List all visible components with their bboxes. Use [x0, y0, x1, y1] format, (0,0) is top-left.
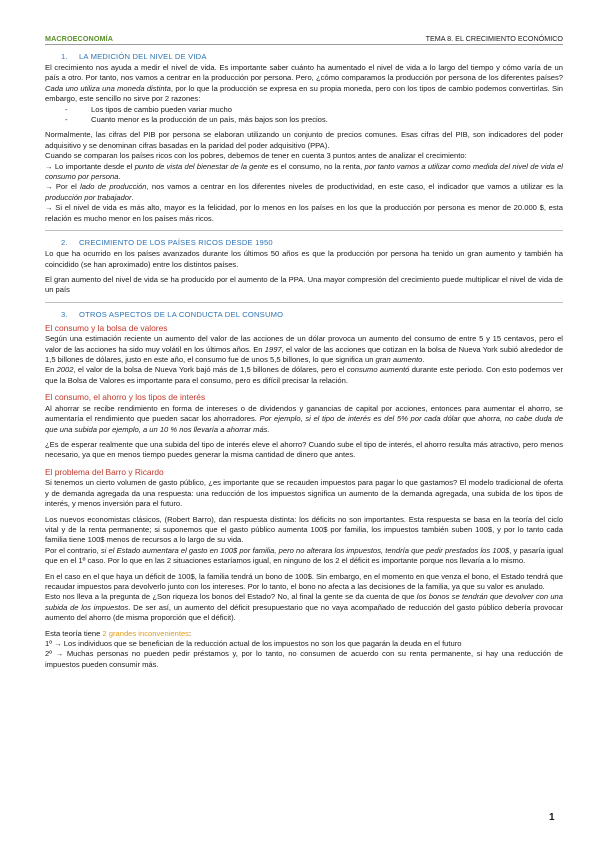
header-subject: MACROECONOMÍA	[45, 34, 113, 43]
s2-paragraph-2: El gran aumento del nivel de vida se ha producido por el aumento de la PPA. Una mayor compresión del crecimiento puede multiplicar el nivel de vida de un país	[45, 274, 563, 295]
s1-arrow-point-2: → Por el lado de producción, nos vamos a centrar en los diferentes niveles de productividad, en este caso, el indicador que vamos a utilizar es la producción por trabajador.	[45, 182, 563, 202]
s2-paragraph-1: Lo que ha ocurrido en los países avanzados durante los últimos 50 años es que la producción por persona ha tenido un gran aumento y también ha coincidido (se han aproximado) entre los distintos países.	[45, 249, 563, 269]
s1-paragraph-2: Normalmente, las cifras del PIB por persona se elaboran utilizando un conjunto de precios comunes. Esas cifras del PIB, son indicadores del poder adquisitivo y se denominan cifras basadas en la paridad del poder adquisitivo (PPA).	[45, 130, 563, 150]
section-1-heading	[45, 52, 563, 62]
s3-barro-paragraph-4: En el caso en el que haya un déficit de 100$, la familia tendrá un bono de 100$. Sin embargo, en el momento en que venza el bono, el Estado tendrá que recaudar impuestos para devolverlo junto con los intereses. Por lo tanto, el bono no afecta a las decisiones de la familia, ya que su valor es anulado.	[45, 571, 563, 591]
section-divider	[45, 230, 563, 231]
s3-barro-paragraph-2: Los nuevos economistas clásicos, (Robert Barro), dan respuesta distinta: los déficits no son importantes. Esta respuesta se basa en la teoría del ciclo vital y de la renta permanente; si suponemos que el gasto público aumenta 100$ por familia, los impuestos también suben 100$, y por lo tanto cada familia tiene 100$ menos de recursos a lo largo de su vida.	[45, 514, 563, 545]
document-page	[45, 34, 563, 670]
section-divider	[45, 302, 563, 303]
section-3-title: OTROS ASPECTOS DE LA CONDUCTA DEL CONSUMO	[79, 309, 284, 319]
subheading-barro-ricardo: El problema del Barro y Ricardo	[45, 466, 164, 477]
section-1-number: 1.	[61, 52, 68, 61]
subheading-stock-market: El consumo y la bolsa de valores	[45, 322, 168, 333]
header-topic: TEMA 8. EL CRECIMIENTO ECONÓMICO	[425, 34, 563, 43]
s3-drawbacks-intro: Esta teoría tiene 2 grandes inconvenientes:	[45, 628, 192, 638]
section-2-heading	[45, 238, 563, 248]
s3-stock-paragraph-1: Según una estimación reciente un aumento del valor de las acciones de un dólar provoca un aumento del consumo de entre 5 y 15 centavos, pero el valor de las acciones ha sido muy volátil en los últimos años. En 1997, el valor de las acciones que cotizan en la bolsa de Nueva York subió alrededor de 1,5 billones de dólares, justo en este año, el consumo fue de unos 5,5 billones, lo que significa un gran aumento.	[45, 334, 563, 365]
list-item: - Cuanto menor es la producción de un país, más bajos son los precios.	[91, 115, 563, 125]
s3-barro-paragraph-1: Si tenemos un cierto volumen de gasto público, ¿es importante que se recauden impuestos para pagar lo que gastamos? El modelo tradicional de oferta y de demanda agregada da una respuesta: una reducción de los impuestos significa un aumento de la demanda agregada, una subida de los tipos de interés, y menos inversión para el futuro.	[45, 478, 563, 509]
section-2-title: CRECIMIENTO DE LOS PAÍSES RICOS DESDE 1950	[79, 238, 273, 248]
list-item: - Los tipos de cambio pueden variar mucho	[91, 105, 563, 115]
section-3-number: 3.	[61, 309, 68, 319]
s1-arrow-point-1: → Lo importante desde el punto de vista del bienestar de la gente es el consumo, no la renta, por tanto vamos a utilizar como medida del nivel de vida el consumo por persona.	[45, 161, 563, 182]
header-rule	[45, 44, 563, 45]
s3-drawback-1: 1º → Los individuos que se benefician de la reducción actual de los impuestos no son los que pagarán la deuda en el futuro	[45, 638, 462, 648]
s1-paragraph-3: Cuando se comparan los países ricos con los pobres, debemos de tener en cuenta 3 puntos antes de analizar el crecimiento:	[45, 151, 467, 161]
s1-paragraph-1: El crecimiento nos ayuda a medir el nivel de vida. Es importante saber cuánto ha aumentado el nivel de vida a lo largo del tiempo y cómo varía de un país a otro. Por tanto, nos vamos a centrar en la producción por persona. Pero, ¿cómo comparamos la producción por persona de los diferentes países? Cada uno utiliza una moneda distinta, por lo que la producción se expresa en su propia moneda, pero con los tipos de cambio podemos convertirlas. Sin embargo, este sencillo no sirve por 2 razones:	[45, 63, 563, 104]
section-1-title: LA MEDICIÓN DEL NIVEL DE VIDA	[79, 52, 207, 61]
subheading-savings-interest: El consumo, el ahorro y los tipos de interés	[45, 392, 206, 403]
s3-barro-paragraph-5: Esto nos lleva a la pregunta de ¿Son riqueza los bonos del Estado? No, al final la gente se da cuenta de que los bonos se tendrán que devolver con una subida de los impuestos. De ser así, un aumento del déficit presupuestario que no vaya acompañado de reducción del gasto público debería provocar aumento del ahorro (de misma proporción que el déficit).	[45, 592, 563, 623]
section-2-number: 2.	[61, 238, 68, 248]
s3-savings-paragraph-2: ¿Es de esperar realmente que una subida del tipo de interés eleve el ahorro? Cuando sube el tipo de interés, el ahorro resulta más atractivo, pero menos necesario, ya que en menos tiempo puedes generar la misma cantidad de dinero que antes.	[45, 439, 563, 460]
page-header	[45, 34, 563, 43]
section-3-heading	[45, 310, 563, 320]
s3-stock-paragraph-2: En 2002, el valor de la bolsa de Nueva York bajó más de 1,5 billones de dólares, pero el consumo aumentó durante este periodo. Con esto podemos ver que la Bolsa de Valores es importante para el consumo, pero es difícil precisar la relación.	[45, 365, 563, 385]
s3-drawback-2: 2º → Muchas personas no pueden pedir préstamos y, por lo tanto, no consumen de acuerdo con su renta permanente, si hay una reducción de impuestos pueden consumir más.	[45, 649, 563, 669]
s1-bullet-list	[45, 105, 563, 126]
page-number: 1	[549, 812, 555, 823]
s3-barro-paragraph-3: Por el contrario, si el Estado aumentara el gasto en 100$ por familia, pero no alterara los impuestos, tendría que pedir prestados los 100$, y pasaría igual que en el 1º caso. Por lo que en las 2 situaciones estaríamos igual, en ninguno de los 2 el déficit es importante porque nos llevaría a lo mismo.	[45, 545, 564, 566]
s3-savings-paragraph-1: Al ahorrar se recibe rendimiento en forma de intereses o de dividendos y ganancias de capital por acciones, entonces para aumentar el ahorro, se aumentaría el rendimiento que pueden sacar los ahorradores. Por ejemplo, si el tipo de interés es del 5% por cada dólar que ahorra, no cabe duda de que una subida por ejemplo, a un 10 % nos llevaría a ahorrar más.	[45, 403, 563, 434]
s1-arrow-point-3: → Si el nivel de vida es más alto, mayor es la felicidad, por lo menos en los países en los que la producción por persona es menor de 20.000 $, esta relación es mucho menor en los países más ricos.	[45, 203, 563, 223]
